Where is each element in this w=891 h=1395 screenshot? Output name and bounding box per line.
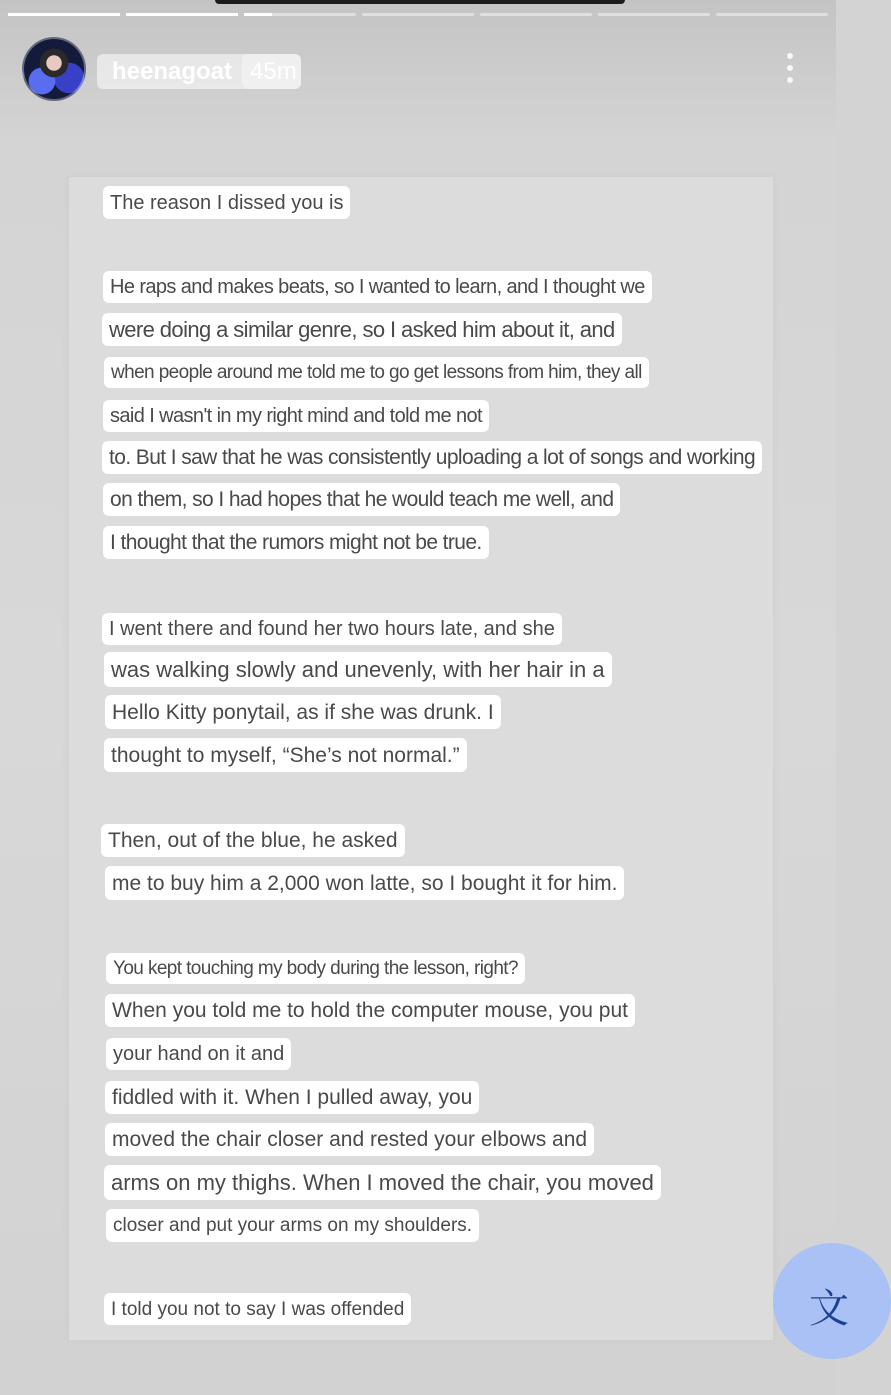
post-time: 45m — [242, 54, 301, 89]
message-line: on them, so I had hopes that he would teach me well, and — [103, 483, 620, 516]
translate-button[interactable] — [773, 1243, 891, 1359]
message-line: fiddled with it. When I pulled away, you — [105, 1081, 479, 1114]
message-line: thought to myself, “She’s not normal.” — [104, 738, 467, 772]
message-screenshot — [69, 177, 773, 1340]
story-progress-segment — [480, 13, 592, 16]
username[interactable]: heenagoat — [112, 57, 233, 85]
message-line: me to buy him a 2,000 won latte, so I bought it for him. — [105, 866, 624, 900]
story-progress-segment — [8, 13, 120, 16]
story-author[interactable] — [97, 54, 301, 89]
message-line: was walking slowly and unevenly, with her hair in a — [104, 652, 612, 687]
message-line: arms on my thighs. When I moved the chair, you moved — [104, 1165, 661, 1200]
story-progress-fill — [126, 13, 238, 16]
story-progress-bar — [8, 13, 828, 17]
message-line: your hand on it and — [106, 1038, 291, 1070]
story-progress-segment — [716, 13, 828, 16]
message-line: You kept touching my body during the lesson, right? — [106, 953, 525, 984]
message-line: to. But I saw that he was consistently uploading a lot of songs and working — [102, 441, 762, 474]
message-line: said I wasn't in my right mind and told me not — [103, 400, 489, 432]
story-progress-segment — [598, 13, 710, 16]
message-line: Hello Kitty ponytail, as if she was drunk. I — [105, 695, 501, 729]
status-bar-notch — [215, 0, 625, 4]
avatar[interactable] — [22, 37, 86, 101]
story-progress-segment — [362, 13, 474, 16]
message-line: closer and put your arms on my shoulders. — [106, 1209, 479, 1242]
message-line: I thought that the rumors might not be true. — [103, 526, 489, 559]
message-line: When you told me to hold the computer mouse, you put — [105, 994, 635, 1027]
message-line: The reason I dissed you is — [103, 186, 350, 219]
story-progress-segment — [126, 13, 238, 16]
story-progress-fill — [8, 13, 120, 16]
message-line: Then, out of the blue, he asked — [101, 824, 405, 857]
message-line: moved the chair closer and rested your elbows and — [105, 1123, 594, 1156]
message-line: I went there and found her two hours late, and she — [102, 613, 562, 645]
message-line: He raps and makes beats, so I wanted to learn, and I thought we — [103, 271, 652, 303]
story-progress-segment — [244, 13, 356, 16]
more-vertical-icon[interactable] — [778, 46, 802, 90]
story-progress-fill — [244, 13, 272, 16]
translate-icon: 文 — [809, 1286, 849, 1332]
message-line: I told you not to say I was offended — [104, 1293, 411, 1325]
message-line: when people around me told me to go get lessons from him, they all — [104, 357, 649, 388]
message-line: were doing a similar genre, so I asked him about it, and — [102, 313, 622, 346]
